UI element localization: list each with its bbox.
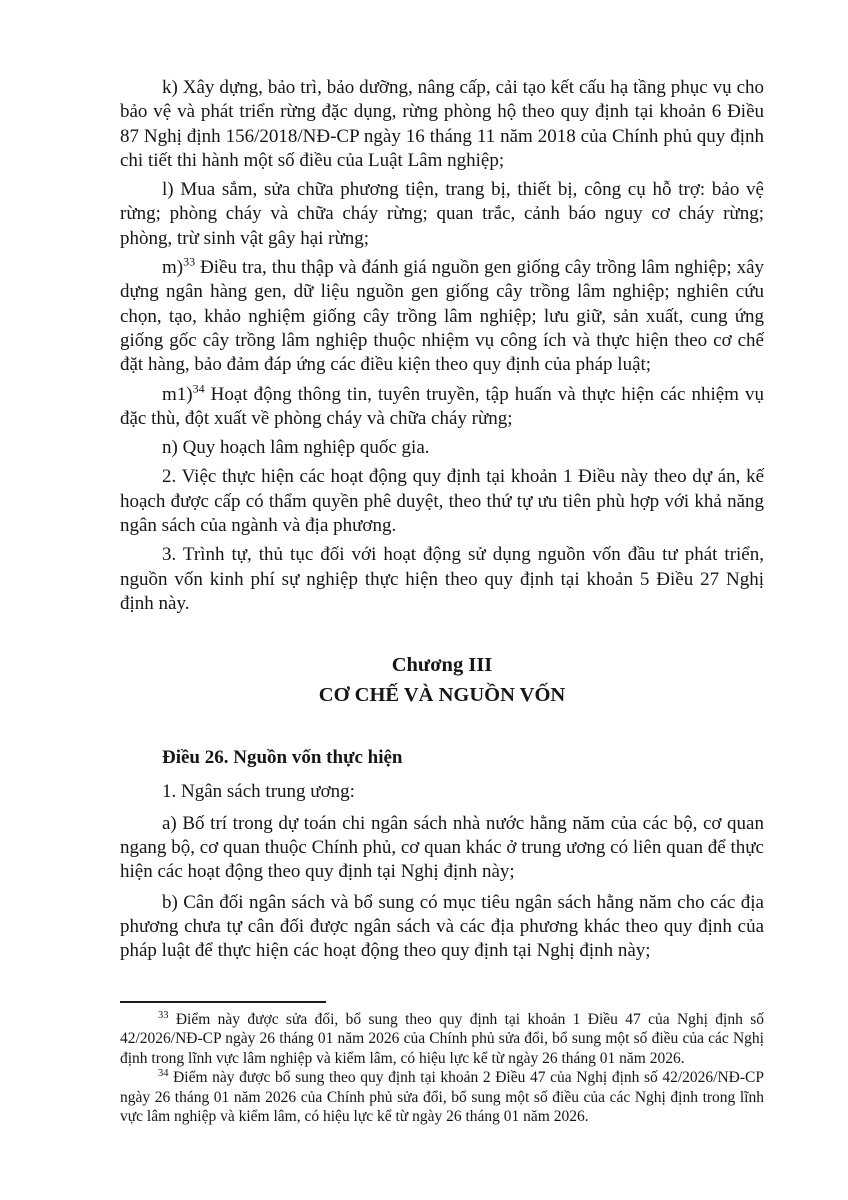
paragraph-clause-1: 1. Ngân sách trung ương: [162, 780, 355, 802]
paragraph-point-m1 [120, 383, 764, 432]
paragraph-point-b: b) Cân đối ngân sách và bổ sung có mục tiêu ngân sách hằng năm cho các địa phương chưa tự cân đối được ngân sách và các địa phương khác theo quy định của pháp luật để thực hiện các hoạt động theo quy định tại Nghị định này; [120, 891, 764, 962]
footnote-33 [120, 1010, 764, 1068]
paragraph-point-a: a) Bố trí trong dự toán chi ngân sách nhà nước hằng năm của các bộ, cơ quan ngang bộ, cơ quan thuộc Chính phủ, cơ quan khác ở trung ương có liên quan để thực hiện các hoạt động theo quy định tại Nghị định này; [120, 812, 764, 883]
article-26-heading: Điều 26. Nguồn vốn thực hiện [162, 747, 403, 769]
footnote-separator [120, 1001, 326, 1003]
chapter-heading [120, 650, 764, 710]
point-m-marker: m) [162, 257, 184, 279]
document-body [120, 76, 764, 969]
chapter-title: CƠ CHẾ VÀ NGUỒN VỐN [318, 684, 566, 707]
paragraph-point-n: n) Quy hoạch lâm nghiệp quốc gia. [162, 437, 430, 459]
paragraph-clause-3: 3. Trình tự, thủ tục đối với hoạt động sử dụng nguồn vốn đầu tư phát triển, nguồn vốn kinh phí sự nghiệp thực hiện theo quy định tại khoản 5 Điều 27 Nghị định này. [120, 544, 764, 614]
footnote-34-text: Điểm này được bổ sung theo quy định tại khoản 2 Điều 47 của Nghị định số 42/2026/NĐ-CP ngày 26 tháng 01 năm 2026 của Chính phủ sửa đổi, bổ sung một số điều của các Nghị định trong lĩnh vực lâm nghiệp và kiểm lâm, có hiệu lực kể từ ngày 26 tháng 01 năm 2026. [120, 1069, 764, 1126]
footnote-33-marker: 33 [158, 1009, 169, 1021]
footnote-ref-34: 34 [192, 381, 205, 396]
paragraph-point-m [120, 256, 764, 377]
chapter-number: Chương III [391, 654, 493, 677]
footnote-ref-33: 33 [183, 254, 196, 269]
point-m1-text: Hoạt động thông tin, tuyên truyền, tập huấn và thực hiện các nhiệm vụ đặc thù, đột xuất về phòng cháy và chữa cháy rừng; [120, 383, 764, 429]
point-m1-marker: m1) [162, 383, 193, 405]
paragraph-point-l: l) Mua sắm, sửa chữa phương tiện, trang bị, thiết bị, công cụ hỗ trợ: bảo vệ rừng; phòng cháy và chữa cháy rừng; quan trắc, cảnh báo nguy cơ cháy rừng; phòng, trừ sinh vật gây hại rừng; [120, 179, 764, 249]
footnote-34 [120, 1068, 764, 1126]
footnote-33-text: Điểm này được sửa đổi, bổ sung theo quy định tại khoản 1 Điều 47 của Nghị định số 42/2026/NĐ-CP ngày 26 tháng 01 năm 2026 của Chính phủ sửa đổi, bổ sung một số điều của các Nghị định trong lĩnh vực lâm nghiệp và kiểm lâm, có hiệu lực kể từ ngày 26 tháng 01 năm 2026. [120, 1011, 764, 1067]
footnote-34-marker: 34 [158, 1068, 169, 1080]
paragraph-point-k: k) Xây dựng, bảo trì, bảo dưỡng, nâng cấp, cải tạo kết cấu hạ tầng phục vụ cho bảo vệ và phát triển rừng đặc dụng, rừng phòng hộ theo quy định tại khoản 6 Điều 87 Nghị định 156/2018/NĐ-CP ngày 16 tháng 11 năm 2018 của Chính phủ quy định chi tiết thi hành một số điều của Luật Lâm nghiệp; [120, 77, 764, 171]
footnotes-section [120, 1001, 764, 1126]
paragraph-clause-2: 2. Việc thực hiện các hoạt động quy định tại khoản 1 Điều này theo dự án, kế hoạch được cấp có thẩm quyền phê duyệt, theo thứ tự ưu tiên phù hợp với khả năng ngân sách của ngành và địa phương. [120, 466, 764, 537]
point-m-text: Điều tra, thu thập và đánh giá nguồn gen giống cây trồng lâm nghiệp; xây dựng ngân hàng gen, dữ liệu nguồn gen giống cây trồng lâm nghiệp; nghiên cứu chọn, tạo, khảo nghiệm giống cây trồng lâm nghiệp; lưu giữ, sản xuất, cung ứng giống gốc cây trồng lâm nghiệp thuộc nhiệm vụ công ích và thực hiện theo cơ chế đặt hàng, bảo đảm đáp ứng các điều kiện theo quy định của pháp luật; [120, 257, 764, 376]
